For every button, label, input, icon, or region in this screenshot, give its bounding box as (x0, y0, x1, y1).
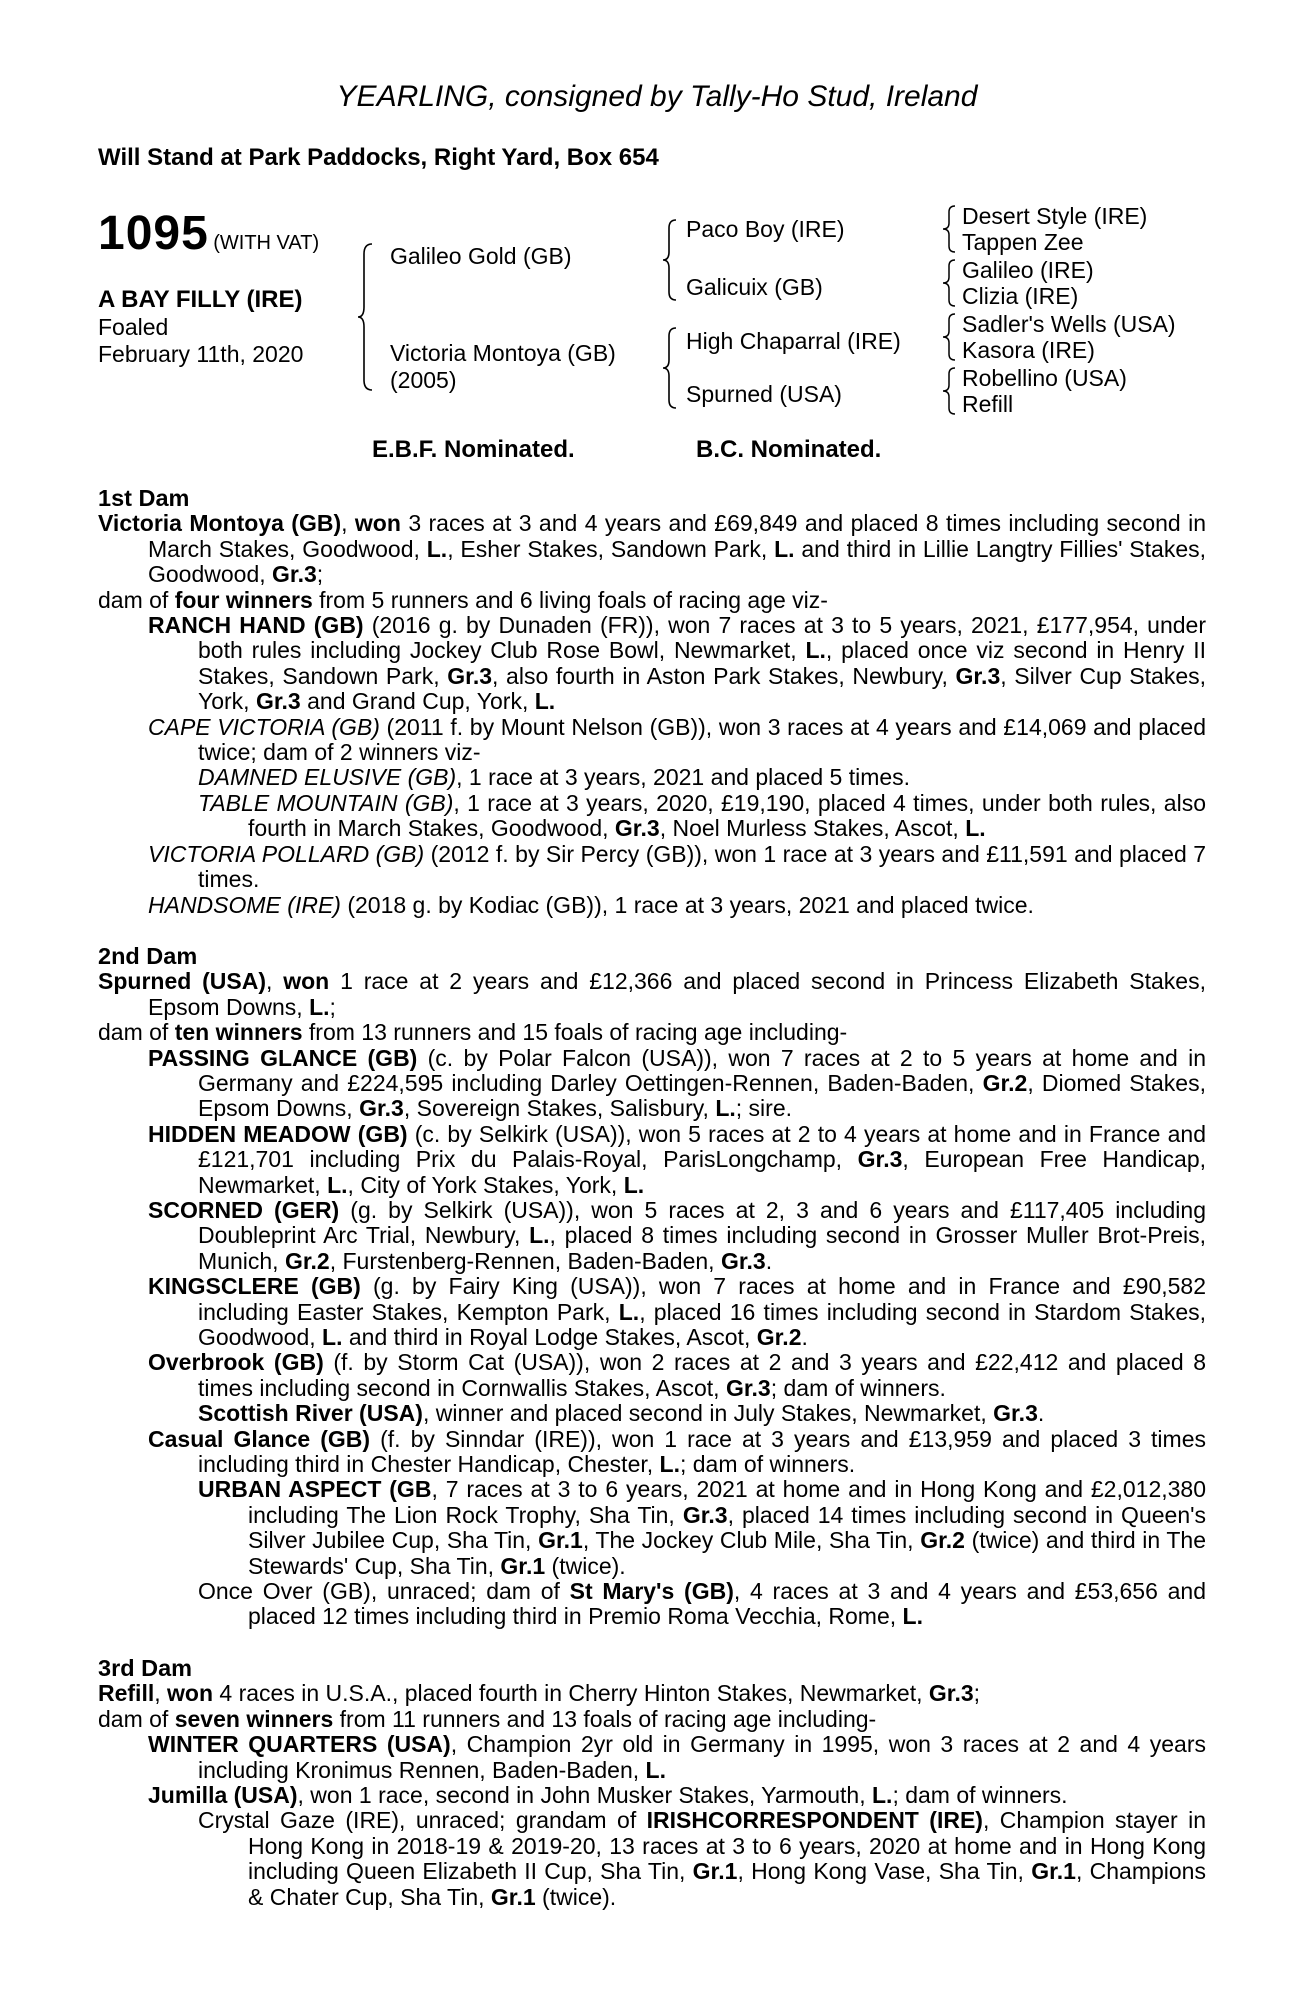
first-dam-produce-summary: dam of four winners from 5 runners and 6 living foals of racing age viz- (98, 586, 828, 613)
produce-cape-victoria: CAPE VICTORIA (GB) (2011 f. by Mount Nelson (GB)), won 3 races at 4 years and £14,069 and placed twice; dam of 2 winners viz- (148, 713, 1206, 766)
produce-once-over: Once Over (GB), unraced; dam of St Mary's (GB), 4 races at 3 and 4 years and £53,656 and placed 12 times including third in Premio Roma Vecchia, Rome, L. (198, 1578, 1206, 1630)
produce-casual-glance: Casual Glance (GB) (f. by Sinndar (IRE)), won 1 race at 3 years and £13,959 and placed 3 times including third in Chester Handicap, Chester, L.; dam of winners. (148, 1425, 1206, 1478)
produce-handsome: HANDSOME (IRE) (2018 g. by Kodiac (GB)), 1 race at 3 years, 2021 and placed twice. (148, 891, 1034, 918)
pedigree-dam-year: (2005) (390, 367, 457, 393)
produce-damned-elusive: DAMNED ELUSIVE (GB), 1 race at 3 years, 2021 and placed 5 times. (198, 764, 911, 791)
pedigree-g5: Sadler's Wells (USA) (962, 311, 1176, 337)
second-dam-record: Spurned (USA), won 1 race at 2 years and £12,366 and placed second in Princess Elizabeth Stakes, Epsom Downs, L.; (98, 968, 1206, 1020)
pedigree-g4: Clizia (IRE) (962, 283, 1079, 309)
pedigree-dam-sire: High Chaparral (IRE) (686, 328, 901, 354)
produce-passing-glance: PASSING GLANCE (GB) (c. by Polar Falcon (USA)), won 7 races at 2 to 5 years at home and in Germany and £224,595 including Darley Oettingen-Rennen, Baden-Baden, Gr.2, Diomed Stakes, Epsom Downs, Gr.3, Sovereign Stakes, Salisbury, L.; sire. (148, 1044, 1207, 1122)
pedigree-g7: Robellino (USA) (962, 365, 1127, 391)
produce-overbrook: Overbrook (GB) (f. by Storm Cat (USA)), won 2 races at 2 and 3 years and £22,412 and placed 8 times including second in Cornwallis Stakes, Ascot, Gr.3; dam of winners. (148, 1349, 1206, 1401)
pedigree-g6: Kasora (IRE) (962, 337, 1095, 363)
pedigree-sire: Galileo Gold (GB) (390, 243, 572, 269)
lot-heading (98, 206, 319, 261)
produce-urban-aspect: URBAN ASPECT (GB, 7 races at 3 to 6 years, 2021 at home and in Hong Kong and £2,012,380 including The Lion Rock Trophy, Sha Tin, Gr.3, placed 14 times including second in Queen's Silver Jubilee Cup, Sha Tin, Gr.1, The Jockey Club Mile, Sha Tin, Gr.2 (twice) and third in The Stewards' Cup, Sha Tin, Gr.1 (twice). (198, 1476, 1207, 1579)
pedigree-sire-dam: Galicuix (GB) (686, 274, 823, 300)
pedigree-sire-sire: Paco Boy (IRE) (686, 216, 845, 242)
pedigree-g1: Desert Style (IRE) (962, 203, 1148, 229)
first-dam-record: Victoria Montoya (GB), won 3 races at 3 and 4 years and £69,849 and placed 8 times including second in March Stakes, Goodwood, L., Esher Stakes, Sandown Park, L. and third in Lillie Langtry Fillies' Stakes, Goodwood, Gr.3; (98, 510, 1206, 588)
pedigree-g3: Galileo (IRE) (962, 257, 1094, 283)
produce-kingsclere: KINGSCLERE (GB) (g. by Fairy King (USA)), won 7 races at home and in France and £90,582 including Easter Stakes, Kempton Park, L., placed 16 times including second in Stardom Stakes, Goodwood, L. and third in Royal Lodge Stakes, Ascot, Gr.2. (148, 1273, 1207, 1350)
produce-ranch-hand: RANCH HAND (GB) (2016 g. by Dunaden (FR)), won 7 races at 3 to 5 years, 2021, £177,954, under both rules including Jockey Club Rose Bowl, Newmarket, L., placed once viz second in Henry II Stakes, Sandown Park, Gr.3, also fourth in Aston Park Stakes, Newbury, Gr.3, Silver Cup Stakes, York, Gr.3 and Grand Cup, York, L. (148, 612, 1206, 715)
produce-victoria-pollard: VICTORIA POLLARD (GB) (2012 f. by Sir Percy (GB)), won 1 race at 3 years and £11,591 and placed 7 times. (148, 840, 1206, 893)
lot-number: 1095 (98, 207, 209, 260)
pedigree-brace-g3 (940, 312, 958, 362)
consignor-title: YEARLING, consigned by Tally-Ho Stud, Ireland (336, 80, 978, 113)
pedigree-brace-g1 (940, 204, 958, 254)
pedigree-dam: Victoria Montoya (GB) (390, 340, 616, 366)
horse-name: A BAY FILLY (IRE) (98, 286, 303, 313)
pedigree-brace-sire (660, 218, 680, 302)
ebf-nominated: E.B.F. Nominated. (372, 436, 575, 463)
produce-table-mountain: TABLE MOUNTAIN (GB), 1 race at 3 years, 2020, £19,190, placed 4 times, under both rules, also fourth in March Stakes, Goodwood, Gr.3, Noel Murless Stakes, Ascot, L. (198, 789, 1206, 842)
pedigree-brace-g2 (940, 258, 958, 308)
foaled-info (98, 314, 303, 368)
produce-crystal-gaze: Crystal Gaze (IRE), unraced; grandam of IRISHCORRESPONDENT (IRE), Champion stayer in Hong Kong in 2018-19 & 2019-20, 13 races at 3 to 6 years, 2020 at home and in Hong Kong including Queen Elizabeth II Cup, Sha Tin, Gr.1, Hong Kong Vase, Sha Tin, Gr.1, Champions & Chater Cup, Sha Tin, Gr.1 (twice). (198, 1807, 1207, 1910)
produce-scottish-river: Scottish River (USA), winner and placed second in July Stakes, Newmarket, Gr.3. (198, 1400, 1045, 1427)
second-dam-heading: 2nd Dam (98, 942, 198, 969)
pedigree-brace-g4 (940, 366, 958, 416)
produce-hidden-meadow: HIDDEN MEADOW (GB) (c. by Selkirk (USA)), won 5 races at 2 to 4 years at home and in France and £121,701 including Prix du Palais-Royal, ParisLongchamp, Gr.3, European Free Handicap, Newmarket, L., City of York Stakes, York, L. (148, 1120, 1206, 1198)
pedigree-brace-main (356, 242, 376, 392)
produce-scorned: SCORNED (GER) (g. by Selkirk (USA)), won 5 races at 2, 3 and 6 years and £117,405 including Doubleprint Arc Trial, Newbury, L., placed 8 times including second in Grosser Muller Brot-Preis, Munich, Gr.2, Furstenberg-Rennen, Baden-Baden, Gr.3. (148, 1196, 1206, 1274)
foaled-date: February 11th, 2020 (98, 341, 304, 367)
bc-nominated: B.C. Nominated. (696, 436, 882, 463)
stand-location: Will Stand at Park Paddocks, Right Yard, Box 654 (98, 144, 659, 171)
second-dam-produce-summary: dam of ten winners from 13 runners and 15 foals of racing age including- (98, 1019, 848, 1046)
pedigree-brace-dam (660, 326, 680, 410)
third-dam-record: Refill, won 4 races in U.S.A., placed fourth in Cherry Hinton Stakes, Newmarket, Gr.3; (98, 1680, 981, 1707)
dam-line-text (98, 486, 1206, 1910)
pedigree-g8: Refill (962, 391, 1014, 417)
third-dam-produce-summary: dam of seven winners from 11 runners and 13 foals of racing age including- (98, 1705, 877, 1732)
pedigree-g2: Tappen Zee (962, 229, 1084, 255)
produce-jumilla: Jumilla (USA), won 1 race, second in John Musker Stakes, Yarmouth, L.; dam of winners. (148, 1781, 1068, 1808)
produce-winter-quarters: WINTER QUARTERS (USA), Champion 2yr old in Germany in 1995, won 3 races at 2 and 4 years including Kronimus Rennen, Baden-Baden, L. (148, 1731, 1206, 1783)
third-dam-heading: 3rd Dam (98, 1654, 193, 1681)
pedigree-dam-dam: Spurned (USA) (686, 381, 842, 407)
first-dam-heading: 1st Dam (98, 485, 190, 511)
foaled-label: Foaled (98, 314, 169, 340)
vat-note: (WITH VAT) (213, 232, 320, 254)
